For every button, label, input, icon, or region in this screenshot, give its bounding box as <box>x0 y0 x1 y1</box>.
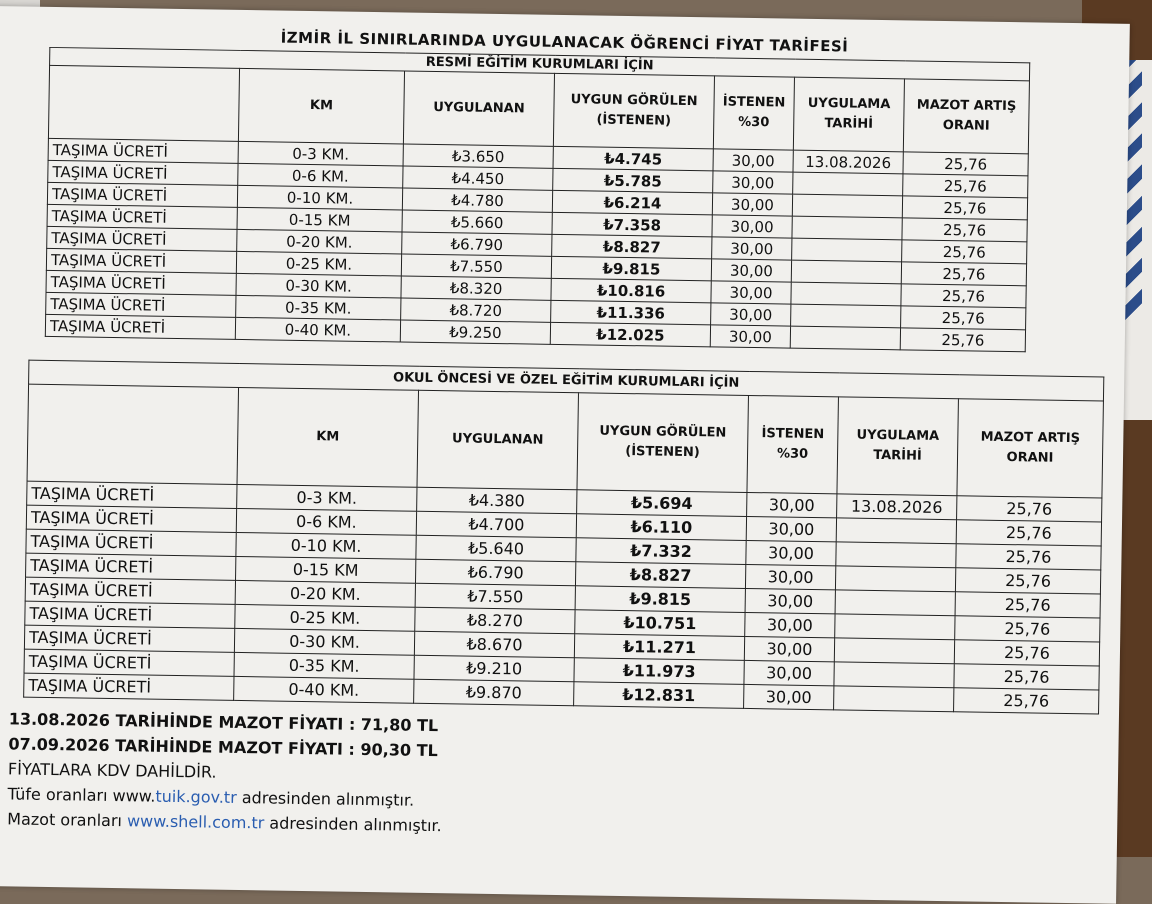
cell-label: TAŞIMA ÜCRETİ <box>46 270 236 295</box>
document-title: İZMİR İL SINIRLARINDA UYGULANACAK ÖĞRENCİ FİYAT TARİFESİ <box>280 28 849 56</box>
cell-tarih <box>791 304 901 328</box>
section-title: RESMİ EĞİTİM KURUMLARI İÇİN <box>50 47 1030 80</box>
cell-label: TAŞIMA ÜCRETİ <box>48 138 238 163</box>
cell-km: 0-20 KM. <box>235 580 415 607</box>
cell-mazot: 25,76 <box>954 640 1099 666</box>
cell-uygulanan: ₺4.780 <box>402 188 552 212</box>
cell-tarih <box>790 326 900 350</box>
cell-tarih <box>835 614 955 640</box>
note-tuik-suffix: adresinden alınmıştır. <box>236 787 415 810</box>
cell-uygulanan: ₺3.650 <box>403 144 553 168</box>
tariff-table-preschool <box>23 360 1104 715</box>
tariff-document <box>0 6 1130 904</box>
cell-mazot: 25,76 <box>902 240 1027 264</box>
note-vat: FİYATLARA KDV DAHİLDİR. <box>7 759 217 782</box>
cell-label: TAŞIMA ÜCRETİ <box>27 481 237 508</box>
cell-mazot: 25,76 <box>903 152 1028 176</box>
cell-mazot: 25,76 <box>902 196 1027 220</box>
cell-uygulanan: ₺4.700 <box>416 511 576 538</box>
cell-km: 0-15 KM <box>237 207 402 232</box>
cell-label: TAŞIMA ÜCRETİ <box>25 601 235 628</box>
note-shell-prefix: Mazot oranları <box>7 809 128 831</box>
cell-label: TAŞIMA ÜCRETİ <box>24 649 234 676</box>
header-empty <box>27 384 238 484</box>
cell-km: 0-40 KM. <box>235 317 400 342</box>
cell-km: 0-3 KM. <box>238 141 403 166</box>
cell-istenen: 30,00 <box>746 516 836 541</box>
header-uygun: UYGUN GÖRÜLEN (İSTENEN) <box>577 393 749 493</box>
cell-km: 0-6 KM. <box>238 163 403 188</box>
note-tuik-prefix: Tüfe oranları www. <box>7 784 156 806</box>
cell-km: 0-10 KM. <box>237 185 402 210</box>
tuik-link[interactable]: tuik.gov.tr <box>155 786 237 807</box>
cell-tarih <box>834 686 954 712</box>
cell-label: TAŞIMA ÜCRETİ <box>45 314 235 339</box>
cell-istenen: 30,00 <box>744 660 834 685</box>
header-mazot: MAZOT ARTIŞ ORANI <box>903 79 1029 154</box>
cell-uygun: ₺6.110 <box>576 514 746 541</box>
cell-km: 0-25 KM. <box>236 251 401 276</box>
cell-uygun: ₺5.694 <box>577 490 747 517</box>
cell-label: TAŞIMA ÜCRETİ <box>26 553 236 580</box>
cell-uygun: ₺8.827 <box>575 562 745 589</box>
shell-link[interactable]: www.shell.com.tr <box>126 811 265 833</box>
cell-uygun: ₺10.751 <box>575 610 745 637</box>
cell-label: TAŞIMA ÜCRETİ <box>46 248 236 273</box>
cell-tarih: 13.08.2026 <box>793 150 903 174</box>
cell-mazot: 25,76 <box>954 688 1099 714</box>
cell-mazot: 25,76 <box>901 262 1026 286</box>
cell-label: TAŞIMA ÜCRETİ <box>48 160 238 185</box>
cell-istenen: 30,00 <box>745 588 835 613</box>
note-fuel-price-1: 13.08.2026 TARİHİNDE MAZOT FİYATI : 71,80 TL <box>8 709 439 736</box>
cell-uygun: ₺7.332 <box>576 538 746 565</box>
cell-tarih <box>792 216 902 240</box>
cell-tarih <box>836 542 956 568</box>
cell-istenen: 30,00 <box>712 215 792 238</box>
cell-label: TAŞIMA ÜCRETİ <box>47 182 237 207</box>
cell-mazot: 25,76 <box>903 174 1028 198</box>
tariff-table-official <box>45 47 1030 352</box>
cell-km: 0-40 KM. <box>234 676 414 703</box>
cell-mazot: 25,76 <box>956 544 1101 570</box>
header-mazot: MAZOT ARTIŞ ORANI <box>957 399 1104 498</box>
cell-tarih <box>793 172 903 196</box>
header-tarih: UYGULAMA TARİHİ <box>793 77 904 152</box>
cell-label: TAŞIMA ÜCRETİ <box>25 577 235 604</box>
cell-label: TAŞIMA ÜCRETİ <box>24 673 234 700</box>
cell-km: 0-3 KM. <box>237 484 417 511</box>
cell-mazot: 25,76 <box>955 616 1100 642</box>
header-uygulanan: UYGULANAN <box>417 390 579 490</box>
cell-label: TAŞIMA ÜCRETİ <box>26 529 236 556</box>
header-uygulanan: UYGULANAN <box>403 71 554 146</box>
cell-label: TAŞIMA ÜCRETİ <box>24 625 234 652</box>
cell-tarih <box>791 260 901 284</box>
cell-uygun: ₺5.785 <box>553 168 713 193</box>
cell-istenen: 30,00 <box>744 684 834 709</box>
cell-km: 0-15 KM <box>236 556 416 583</box>
cell-istenen: 30,00 <box>711 259 791 282</box>
cell-istenen: 30,00 <box>745 564 835 589</box>
cell-mazot: 25,76 <box>957 496 1102 522</box>
cell-mazot: 25,76 <box>955 592 1100 618</box>
cell-km: 0-35 KM. <box>236 295 401 320</box>
cell-mazot: 25,76 <box>901 306 1026 330</box>
cell-tarih <box>836 518 956 544</box>
header-row <box>27 384 1103 498</box>
note-fuel-price-2: 07.09.2026 TARİHİNDE MAZOT FİYATI : 90,30 TL <box>8 734 438 761</box>
cell-istenen: 30,00 <box>747 492 837 517</box>
cell-uygulanan: ₺9.870 <box>414 679 574 706</box>
cell-uygulanan: ₺8.720 <box>401 298 551 322</box>
cell-km: 0-30 KM. <box>234 628 414 655</box>
cell-tarih <box>792 194 902 218</box>
cell-km: 0-10 KM. <box>236 532 416 559</box>
note-shell-suffix: adresinden alınmıştır. <box>264 813 442 836</box>
cell-uygun: ₺11.973 <box>574 658 744 685</box>
cell-uygulanan: ₺9.250 <box>400 320 550 344</box>
cell-uygun: ₺7.358 <box>552 212 712 237</box>
cell-tarih: 13.08.2026 <box>837 494 957 520</box>
cell-istenen: 30,00 <box>745 612 835 637</box>
cell-tarih <box>834 662 954 688</box>
cell-tarih <box>835 566 955 592</box>
header-istenen: İSTENEN %30 <box>713 76 794 150</box>
cell-istenen: 30,00 <box>711 303 791 326</box>
header-km: KM <box>238 68 404 144</box>
cell-km: 0-25 KM. <box>235 604 415 631</box>
cell-tarih <box>834 638 954 664</box>
cell-istenen: 30,00 <box>713 149 793 172</box>
cell-istenen: 30,00 <box>746 540 836 565</box>
cell-istenen: 30,00 <box>710 325 790 348</box>
cell-istenen: 30,00 <box>712 193 792 216</box>
cell-uygulanan: ₺6.790 <box>415 559 575 586</box>
header-tarih: UYGULAMA TARİHİ <box>837 397 959 496</box>
cell-uygulanan: ₺4.450 <box>403 166 553 190</box>
cell-label: TAŞIMA ÜCRETİ <box>46 292 236 317</box>
cell-uygun: ₺11.336 <box>551 300 711 325</box>
cell-mazot: 25,76 <box>955 568 1100 594</box>
cell-label: TAŞIMA ÜCRETİ <box>47 226 237 251</box>
cell-uygulanan: ₺7.550 <box>401 254 551 278</box>
cell-uygun: ₺6.214 <box>552 190 712 215</box>
header-uygun: UYGUN GÖRÜLEN (İSTENEN) <box>553 73 714 149</box>
cell-uygulanan: ₺8.270 <box>415 607 575 634</box>
header-empty <box>48 65 239 141</box>
header-km: KM <box>237 387 419 487</box>
cell-uygulanan: ₺5.660 <box>402 210 552 234</box>
section-title: OKUL ÖNCESİ VE ÖZEL EĞİTİM KURUMLARI İÇİN <box>29 360 1104 401</box>
cell-tarih <box>835 590 955 616</box>
cell-uygulanan: ₺4.380 <box>417 487 577 514</box>
cell-tarih <box>792 238 902 262</box>
notes <box>7 706 443 838</box>
cell-uygun: ₺12.025 <box>550 322 710 347</box>
cell-km: 0-35 KM. <box>234 652 414 679</box>
cell-uygulanan: ₺8.320 <box>401 276 551 300</box>
cell-uygulanan: ₺6.790 <box>402 232 552 256</box>
cell-km: 0-20 KM. <box>237 229 402 254</box>
cell-uygun: ₺9.815 <box>575 586 745 613</box>
cell-mazot: 25,76 <box>900 328 1025 352</box>
header-istenen: İSTENEN %30 <box>747 395 839 493</box>
cell-uygun: ₺4.745 <box>553 146 713 171</box>
cell-label: TAŞIMA ÜCRETİ <box>26 505 236 532</box>
cell-uygulanan: ₺8.670 <box>414 631 574 658</box>
cell-mazot: 25,76 <box>956 520 1101 546</box>
cell-uygun: ₺12.831 <box>574 682 744 709</box>
cell-istenen: 30,00 <box>711 281 791 304</box>
cell-km: 0-30 KM. <box>236 273 401 298</box>
cell-uygun: ₺8.827 <box>552 234 712 259</box>
cell-uygun: ₺10.816 <box>551 278 711 303</box>
cell-uygulanan: ₺9.210 <box>414 655 574 682</box>
cell-uygulanan: ₺5.640 <box>416 535 576 562</box>
cell-mazot: 25,76 <box>954 664 1099 690</box>
cell-km: 0-6 KM. <box>236 508 416 535</box>
cell-istenen: 30,00 <box>713 171 793 194</box>
cell-istenen: 30,00 <box>744 636 834 661</box>
cell-tarih <box>791 282 901 306</box>
cell-label: TAŞIMA ÜCRETİ <box>47 204 237 229</box>
cell-istenen: 30,00 <box>712 237 792 260</box>
cell-uygun: ₺9.815 <box>551 256 711 281</box>
cell-uygun: ₺11.271 <box>574 634 744 661</box>
cell-uygulanan: ₺7.550 <box>415 583 575 610</box>
cell-mazot: 25,76 <box>902 218 1027 242</box>
cell-mazot: 25,76 <box>901 284 1026 308</box>
